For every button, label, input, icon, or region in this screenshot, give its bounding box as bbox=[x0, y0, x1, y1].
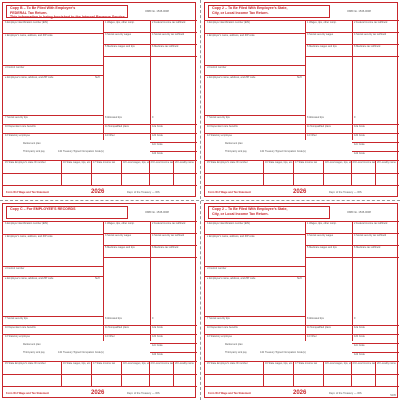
suffix-label: Suff. bbox=[297, 277, 303, 280]
suffix-label: Suff. bbox=[297, 76, 303, 79]
horizontal-perforation bbox=[0, 200, 400, 201]
copy-title: Copy C – For EMPLOYEE'S RECORDS bbox=[10, 207, 76, 211]
box-15-label: 15 State Employer's state ID number bbox=[5, 161, 46, 164]
rule-line bbox=[103, 56, 197, 57]
box-10-label: 10 Dependent care benefits bbox=[5, 326, 36, 329]
box-12b-label: 12b Code bbox=[354, 134, 365, 137]
form-name: Form W-2 Wage and Tax Statement bbox=[208, 392, 252, 395]
box-6-label: 6 Medicare tax withheld bbox=[354, 45, 381, 48]
box-6-label: 6 Medicare tax withheld bbox=[152, 246, 179, 249]
box-13-thirdparty-label: Third-party sick pay bbox=[23, 150, 45, 153]
copy-2-form-bottom bbox=[204, 203, 398, 398]
box-5-label: 5 Medicare wages and tips bbox=[307, 45, 337, 48]
rule-line bbox=[205, 334, 399, 335]
tax-year: 2026 bbox=[91, 189, 105, 195]
box-11-label: 11 Nonqualified plans bbox=[307, 125, 331, 128]
box-8-label: 8 Allocated tips bbox=[307, 317, 324, 320]
box-12d-label: 12d Code bbox=[152, 152, 163, 155]
box-5-label: 5 Medicare wages and tips bbox=[307, 246, 337, 249]
box-8-label: 8 Allocated tips bbox=[105, 116, 122, 119]
copy-2-form-top bbox=[204, 2, 398, 197]
box-d-label: d Control number bbox=[5, 66, 25, 69]
copy-title: Copy 2 – To Be Filed With Employee's State, bbox=[212, 6, 288, 10]
box-7-label: 7 Social security tips bbox=[5, 317, 28, 320]
rule-line bbox=[3, 173, 197, 174]
box-14-label: 14 Other bbox=[105, 134, 115, 137]
copy-title-box bbox=[208, 206, 330, 219]
box-d-label: d Control number bbox=[207, 66, 227, 69]
rule-line bbox=[103, 20, 104, 140]
omb-number: OMB No. 1545-0008 bbox=[347, 10, 371, 13]
copy-c-form bbox=[2, 203, 196, 398]
rule-line bbox=[205, 185, 399, 186]
box-13-retirement-label: Retirement plan bbox=[225, 343, 243, 346]
box-19-label: 19 Local income tax bbox=[151, 161, 174, 164]
box-8-label: 8 Allocated tips bbox=[105, 317, 122, 320]
box-9-label: 9 bbox=[354, 116, 356, 119]
box-18-label: 18 Local wages, tips, etc. bbox=[325, 161, 354, 164]
box-1-label: 1 Wages, tips, other comp. bbox=[105, 222, 135, 225]
copy-subtitle: FEDERAL Tax Return. bbox=[10, 10, 48, 15]
box-12d-label: 12d Code bbox=[354, 353, 365, 356]
box-c-label: c Employer's name, address, and ZIP code bbox=[207, 235, 255, 238]
box-14b-label: 14b Treasury Tipped Occupation Code(s) bbox=[58, 351, 104, 354]
copy-subtitle: City, or Local Income Tax Return. bbox=[212, 10, 269, 15]
box-d-label: d Control number bbox=[207, 267, 227, 270]
box-3-label: 3 Social security wages bbox=[307, 234, 334, 237]
box-16-label: 16 State wages, tips, etc. bbox=[265, 362, 293, 365]
rule-line bbox=[3, 334, 197, 335]
box-b-label: b Employer identification number (EIN) bbox=[5, 21, 48, 24]
box-11-label: 11 Nonqualified plans bbox=[307, 326, 331, 329]
box-12c-label: 12c Code bbox=[354, 143, 365, 146]
box-10-label: 10 Dependent care benefits bbox=[5, 125, 36, 128]
box-18-label: 18 Local wages, tips, etc. bbox=[325, 362, 354, 365]
box-e-label: e Employee's name, address, and ZIP code bbox=[207, 277, 256, 280]
box-10-label: 10 Dependent care benefits bbox=[207, 326, 238, 329]
box-18-label: 18 Local wages, tips, etc. bbox=[123, 161, 152, 164]
box-d-label: d Control number bbox=[5, 267, 25, 270]
box-20-label: 20 Locality name bbox=[377, 161, 396, 164]
box-12a-label: 12a Code bbox=[152, 326, 163, 329]
box-3-label: 3 Social security wages bbox=[307, 33, 334, 36]
rule-line bbox=[305, 20, 306, 140]
box-11-label: 11 Nonqualified plans bbox=[105, 326, 129, 329]
copy-title: Copy 2 – To Be Filed With Employee's State, bbox=[212, 207, 288, 211]
box-19-label: 19 Local income tax bbox=[353, 161, 376, 164]
box-e-label: e Employee's name, address, and ZIP code bbox=[5, 76, 54, 79]
rule-line bbox=[3, 133, 197, 134]
department-label: Dept. of the Treasury — IRS bbox=[127, 191, 160, 194]
box-2-label: 2 Federal income tax withheld bbox=[354, 21, 388, 24]
box-13-retirement-label: Retirement plan bbox=[225, 142, 243, 145]
rule-line bbox=[103, 221, 104, 341]
box-14b-label: 14b Treasury Tipped Occupation Code(s) bbox=[260, 150, 306, 153]
box-20-label: 20 Locality name bbox=[175, 362, 194, 365]
form-name: Form W-2 Wage and Tax Statement bbox=[6, 191, 50, 194]
box-18-label: 18 Local wages, tips, etc. bbox=[123, 362, 152, 365]
copy-b-form bbox=[2, 2, 196, 197]
box-19-label: 19 Local income tax bbox=[151, 362, 174, 365]
box-7-label: 7 Social security tips bbox=[207, 116, 230, 119]
suffix-label: Suff. bbox=[95, 76, 101, 79]
box-5-label: 5 Medicare wages and tips bbox=[105, 246, 135, 249]
form-name: Form W-2 Wage and Tax Statement bbox=[6, 392, 50, 395]
box-19-label: 19 Local income tax bbox=[353, 362, 376, 365]
box-14-label: 14 Other bbox=[307, 134, 317, 137]
box-13-label: 13 Statutory employee bbox=[207, 335, 233, 338]
box-13-label: 13 Statutory employee bbox=[5, 134, 31, 137]
page-code: 5205 bbox=[390, 394, 396, 397]
omb-number: OMB No. 1545-0008 bbox=[145, 10, 169, 13]
box-b-label: b Employer identification number (EIN) bbox=[207, 222, 250, 225]
box-11-label: 11 Nonqualified plans bbox=[105, 125, 129, 128]
suffix-label: Suff. bbox=[95, 277, 101, 280]
box-9-label: 9 bbox=[152, 317, 154, 320]
box-12a-label: 12a Code bbox=[354, 125, 365, 128]
box-2-label: 2 Federal income tax withheld bbox=[152, 21, 186, 24]
box-c-label: c Employer's name, address, and ZIP code bbox=[5, 235, 53, 238]
form-name: Form W-2 Wage and Tax Statement bbox=[208, 191, 252, 194]
copy-note: This information is being furnished to the Internal Revenue Service. bbox=[10, 14, 126, 19]
box-16-label: 16 State wages, tips, etc. bbox=[265, 161, 293, 164]
rule-line bbox=[205, 133, 399, 134]
box-1-label: 1 Wages, tips, other comp. bbox=[105, 21, 135, 24]
box-10-label: 10 Dependent care benefits bbox=[207, 125, 238, 128]
box-20-label: 20 Locality name bbox=[377, 362, 396, 365]
box-3-label: 3 Social security wages bbox=[105, 33, 132, 36]
tax-year: 2026 bbox=[91, 390, 105, 396]
box-6-label: 6 Medicare tax withheld bbox=[152, 45, 179, 48]
rule-line bbox=[205, 374, 399, 375]
copy-title-box bbox=[6, 206, 128, 219]
box-b-label: b Employer identification number (EIN) bbox=[5, 222, 48, 225]
box-12c-label: 12c Code bbox=[152, 344, 163, 347]
box-12d-label: 12d Code bbox=[354, 152, 365, 155]
box-12c-label: 12c Code bbox=[354, 344, 365, 347]
box-12c-label: 12c Code bbox=[152, 143, 163, 146]
box-13-retirement-label: Retirement plan bbox=[23, 343, 41, 346]
box-3-label: 3 Social security wages bbox=[105, 234, 132, 237]
box-c-label: c Employer's name, address, and ZIP code bbox=[5, 34, 53, 37]
omb-number: OMB No. 1545-0008 bbox=[145, 211, 169, 214]
box-13-retirement-label: Retirement plan bbox=[23, 142, 41, 145]
box-12b-label: 12b Code bbox=[354, 335, 365, 338]
rule-line bbox=[305, 56, 399, 57]
box-12a-label: 12a Code bbox=[152, 125, 163, 128]
rule-line bbox=[205, 173, 399, 174]
rule-line bbox=[3, 185, 197, 186]
box-b-label: b Employer identification number (EIN) bbox=[207, 21, 250, 24]
box-13-label: 13 Statutory employee bbox=[5, 335, 31, 338]
box-15-label: 15 State Employer's state ID number bbox=[207, 362, 248, 365]
box-2-label: 2 Federal income tax withheld bbox=[152, 222, 186, 225]
box-13-thirdparty-label: Third-party sick pay bbox=[225, 150, 247, 153]
box-14-label: 14 Other bbox=[307, 335, 317, 338]
box-1-label: 1 Wages, tips, other comp. bbox=[307, 222, 337, 225]
rule-line bbox=[205, 386, 399, 387]
rule-line bbox=[352, 20, 356, 140]
box-e-label: e Employee's name, address, and ZIP code bbox=[207, 76, 256, 79]
rule-line bbox=[305, 257, 399, 258]
box-5-label: 5 Medicare wages and tips bbox=[105, 45, 135, 48]
box-4-label: 4 Social security tax withheld bbox=[152, 33, 185, 36]
box-13-thirdparty-label: Third-party sick pay bbox=[225, 351, 247, 354]
box-13-thirdparty-label: Third-party sick pay bbox=[23, 351, 45, 354]
box-12a-label: 12a Code bbox=[354, 326, 365, 329]
department-label: Dept. of the Treasury — IRS bbox=[329, 191, 362, 194]
rule-line bbox=[352, 221, 356, 341]
box-4-label: 4 Social security tax withheld bbox=[152, 234, 185, 237]
box-15-label: 15 State Employer's state ID number bbox=[207, 161, 248, 164]
box-c-label: c Employer's name, address, and ZIP code bbox=[207, 34, 255, 37]
box-14-label: 14 Other bbox=[105, 335, 115, 338]
box-16-label: 16 State wages, tips, etc. bbox=[63, 161, 91, 164]
copy-subtitle: City, or Local Income Tax Return. bbox=[212, 211, 269, 216]
box-15-label: 15 State Employer's state ID number bbox=[5, 362, 46, 365]
rule-line bbox=[305, 221, 306, 341]
box-17-label: 17 State income tax bbox=[295, 161, 318, 164]
box-6-label: 6 Medicare tax withheld bbox=[354, 246, 381, 249]
omb-number: OMB No. 1545-0008 bbox=[347, 211, 371, 214]
box-7-label: 7 Social security tips bbox=[207, 317, 230, 320]
box-7-label: 7 Social security tips bbox=[5, 116, 28, 119]
box-13-label: 13 Statutory employee bbox=[207, 134, 233, 137]
rule-line bbox=[3, 386, 197, 387]
box-9-label: 9 bbox=[152, 116, 154, 119]
box-12d-label: 12d Code bbox=[152, 353, 163, 356]
box-14b-label: 14b Treasury Tipped Occupation Code(s) bbox=[260, 351, 306, 354]
box-12b-label: 12b Code bbox=[152, 335, 163, 338]
rule-line bbox=[3, 374, 197, 375]
box-4-label: 4 Social security tax withheld bbox=[354, 234, 387, 237]
copy-title: Copy B – To Be Filed With Employee's bbox=[10, 6, 76, 10]
rule-line bbox=[150, 221, 154, 341]
box-2-label: 2 Federal income tax withheld bbox=[354, 222, 388, 225]
box-12b-label: 12b Code bbox=[152, 134, 163, 137]
copy-title-box bbox=[6, 5, 128, 18]
copy-title-box bbox=[208, 5, 330, 18]
tax-year: 2026 bbox=[293, 189, 307, 195]
box-16-label: 16 State wages, tips, etc. bbox=[63, 362, 91, 365]
box-17-label: 17 State income tax bbox=[93, 161, 116, 164]
box-14b-label: 14b Treasury Tipped Occupation Code(s) bbox=[58, 150, 104, 153]
box-1-label: 1 Wages, tips, other comp. bbox=[307, 21, 337, 24]
box-9-label: 9 bbox=[354, 317, 356, 320]
tax-year: 2026 bbox=[293, 390, 307, 396]
rule-line bbox=[103, 257, 197, 258]
box-4-label: 4 Social security tax withheld bbox=[354, 33, 387, 36]
box-e-label: e Employee's name, address, and ZIP code bbox=[5, 277, 54, 280]
rule-line bbox=[150, 20, 154, 140]
box-8-label: 8 Allocated tips bbox=[307, 116, 324, 119]
department-label: Dept. of the Treasury — IRS bbox=[127, 392, 160, 395]
department-label: Dept. of the Treasury — IRS bbox=[329, 392, 362, 395]
box-17-label: 17 State income tax bbox=[295, 362, 318, 365]
box-17-label: 17 State income tax bbox=[93, 362, 116, 365]
box-20-label: 20 Locality name bbox=[175, 161, 194, 164]
